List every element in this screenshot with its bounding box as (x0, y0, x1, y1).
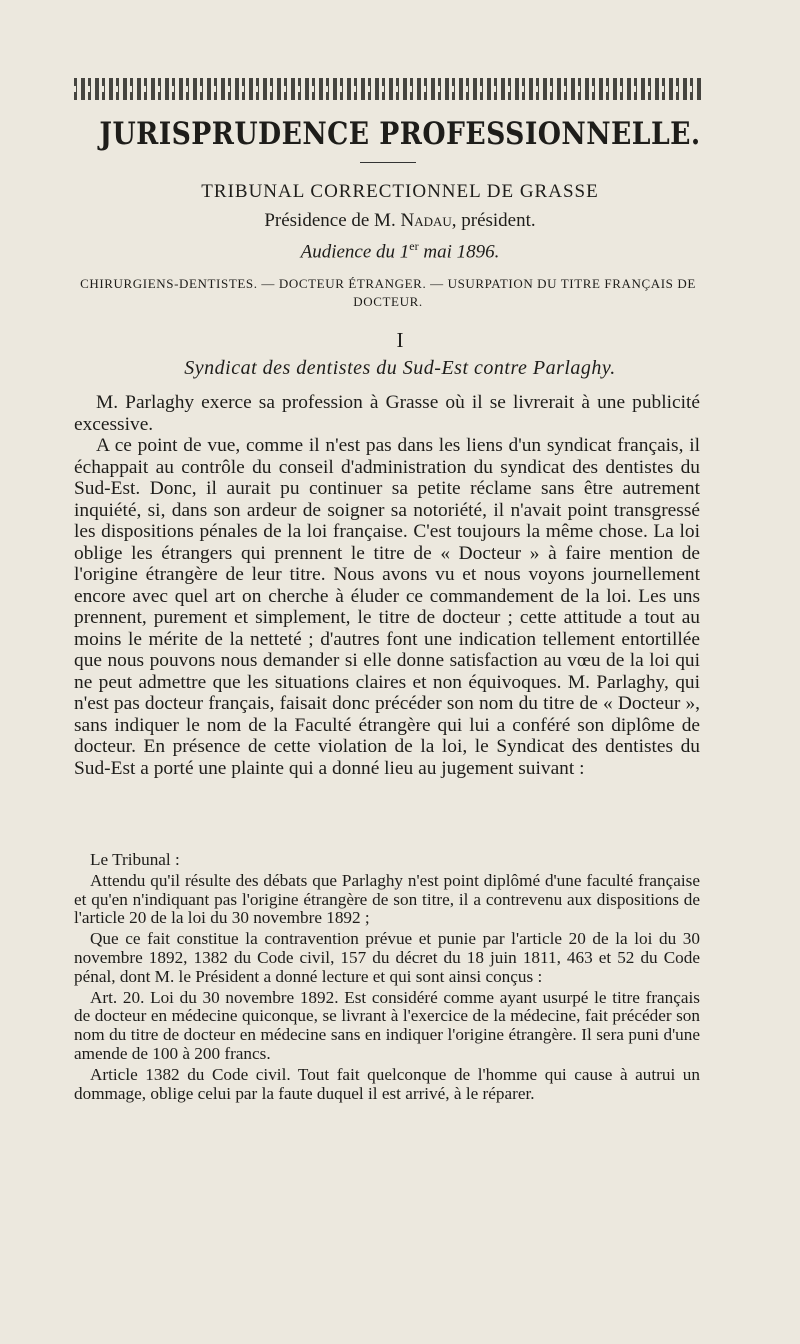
judgment-paragraph-2: Attendu qu'il résulte des débats que Parlaghy n'est point diplômé d'une faculté française et qu'en n'indiquant pas l'origine étrangère de son titre, il a contrevenu aux dispositions de l'article 20 de la loi du 30 novembre 1892 ; (74, 870, 700, 928)
judgment-paragraph-1: Le Tribunal : (90, 850, 180, 869)
judgment-paragraph-4: Art. 20. Loi du 30 novembre 1892. Est considéré comme ayant usurpé le titre français de docteur en médecine quiconque, se livrant à l'exercice de la médecine, fait précéder son nom du titre de docteur en médecine sans en indiquer l'origine étrangère. Il sera puni d'une amende de 100 à 200 francs. (74, 987, 700, 1063)
audience-ordinal: er (409, 239, 419, 253)
page-title: JURISPRUDENCE PROFESSIONNELLE. (99, 116, 701, 152)
presidence-prefix: Présidence de M. (264, 210, 396, 231)
president-name: Nadau (400, 210, 452, 231)
presidence-line (0, 210, 800, 232)
case-subject: CHIRURGIENS-DENTISTES. — DOCTEUR ÉTRANGER. — USURPATION DU TITRE FRANÇAIS DE DOCTEUR. (80, 276, 696, 309)
audience-suffix: mai 1896. (418, 241, 500, 263)
court-name: TRIBUNAL CORRECTIONNEL DE GRASSE (201, 181, 599, 202)
section-title: Syndicat des dentistes du Sud-Est contre Parlaghy. (184, 357, 616, 379)
judgment-text (74, 851, 700, 1105)
section-numeral: I (396, 328, 404, 352)
ornamental-header-band (74, 78, 702, 100)
title-rule (360, 162, 416, 163)
presidence-suffix: , président. (451, 210, 536, 231)
audience-date (0, 239, 800, 263)
commentary (74, 392, 700, 779)
commentary-paragraph-1: M. Parlaghy exerce sa profession à Grasse où il se livrerait à une publicité excessive. (74, 392, 700, 435)
judgment-paragraph-3: Que ce fait constitue la contravention prévue et punie par l'article 20 de la loi du 30 novembre 1892, 1382 du Code civil, 157 du décret du 18 juin 1811, 463 et 52 du Code pénal, dont M. le Président a donné lecture et qui sont ainsi conçus : (74, 929, 700, 986)
commentary-paragraph-2: A ce point de vue, comme il n'est pas dans les liens d'un syndicat français, il échappait au contrôle du conseil d'administration du syndicat des dentistes du Sud-Est. Donc, il aurait pu continuer sa petite réclame sans être autrement inquiété, si, dans son ardeur de soigner sa notoriété, il n'avait point transgressé les dispositions pénales de la loi française. C'est toujours la même chose. La loi oblige les étrangers qui prennent le titre de « Docteur » à faire mention de l'origine étrangère de leur titre. Nous avons vu et nous voyons journellement encore avec quel art on cherche à éluder ce commandement de la loi. Les uns prennent, purement et simplement, le titre de docteur ; cette attitude a tout au moins le mérite de la netteté ; d'autres font une indication tellement entortillée que nous pouvons nous demander si elle donne satisfaction au vœu de la loi qui ne peut admettre que les situations claires et non équivoques. M. Parlaghy, qui n'est pas docteur français, faisait donc précéder son nom du titre de « Docteur », sans indiquer le nom de la Faculté étrangère qui lui a conféré son diplôme de docteur. En présence de cette violation de la loi, le Syndicat des dentistes du Sud-Est a porté une plainte qui a donné lieu au jugement suivant : (74, 435, 700, 779)
audience-prefix: Audience du 1 (300, 241, 410, 263)
judgment-paragraph-5: Article 1382 du Code civil. Tout fait quelconque de l'homme qui cause à autrui un dommage, oblige celui par la faute duquel il est arrivé, à le réparer. (74, 1064, 700, 1103)
